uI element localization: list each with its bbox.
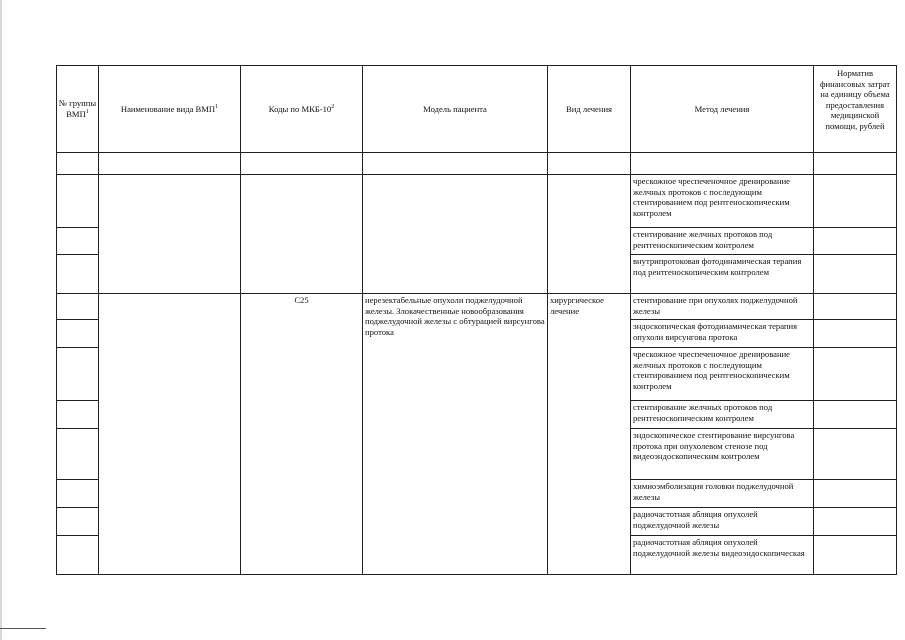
patient-model-cell — [363, 175, 548, 294]
cost-cell — [814, 508, 897, 536]
method-cell: эндоскопическое стентирование вирсунгова протока при опухолевом стенозе под видеоэндоскопическим контролем — [631, 429, 814, 480]
column-number-row — [57, 153, 897, 175]
scan-edge — [0, 0, 2, 640]
method-cell: внутрипротоковая фотодинамическая терапия под рентгеноскопическим контролем — [631, 255, 814, 294]
method-cell: стентирование при опухолях поджелудочной железы — [631, 294, 814, 320]
header-vmp-name: Наименование вида ВМП$^1$ — [99, 66, 241, 153]
vmp-name-cell — [99, 175, 241, 294]
cost-cell — [814, 348, 897, 401]
group-no-cell — [57, 401, 99, 429]
method-cell: радиочастотная абляция опухолей поджелудочной железы видеоэндоскопическая — [631, 536, 814, 575]
group-no-cell — [57, 228, 99, 255]
cost-cell — [814, 480, 897, 508]
cost-cell — [814, 175, 897, 228]
method-cell: чрескожное чреспеченочное дренирование желчных протоков с последующим стентированием под рентгеноскопическим контролем — [631, 175, 814, 228]
icd-code-cell: C25 — [241, 294, 363, 575]
treatment-type-cell: хирургическое лечение — [548, 294, 631, 575]
empty-cell — [814, 153, 897, 175]
vmp-name-cell — [99, 294, 241, 575]
cost-cell — [814, 320, 897, 348]
header-patient-model: Модель пациента — [363, 66, 548, 153]
empty-cell — [363, 153, 548, 175]
vmp-table — [56, 65, 897, 575]
empty-cell — [99, 153, 241, 175]
group-no-cell — [57, 429, 99, 480]
group-no-cell — [57, 536, 99, 575]
method-cell: радиочастотная абляция опухолей поджелудочной железы — [631, 508, 814, 536]
patient-model-cell: нерезектабельные опухоли поджелудочной железы. Злокачественные новообразования поджелудочной железы с обтурацией вирсунгова протока — [363, 294, 548, 575]
cost-cell — [814, 228, 897, 255]
icd-code-cell — [241, 175, 363, 294]
table-row — [57, 294, 897, 320]
cost-cell — [814, 401, 897, 429]
method-cell: эндоскопическая фотодинамическая терапия опухоли вирсунгова протока — [631, 320, 814, 348]
method-cell: химиоэмболизация головки поджелудочной железы — [631, 480, 814, 508]
group-no-cell — [57, 175, 99, 228]
treatment-type-cell — [548, 175, 631, 294]
method-cell: чрескожное чреспеченочное дренирование желчных протоков с последующим стентированием под рентгеноскопическим контролем — [631, 348, 814, 401]
empty-cell — [631, 153, 814, 175]
cost-cell — [814, 255, 897, 294]
cost-cell — [814, 294, 897, 320]
cost-cell — [814, 429, 897, 480]
header-group-no: № группы ВМП$^1$ — [57, 66, 99, 153]
group-no-cell — [57, 255, 99, 294]
group-no-cell — [57, 348, 99, 401]
group-no-cell — [57, 480, 99, 508]
header-cost-norm: Норматив финансовых затрат на единицу объема предоставления медицинской помощи, рублей — [814, 66, 897, 153]
group-no-cell — [57, 508, 99, 536]
method-cell: стентирование желчных протоков под рентгеноскопическим контролем — [631, 401, 814, 429]
empty-cell — [241, 153, 363, 175]
empty-cell — [548, 153, 631, 175]
header-treatment-type: Вид лечения — [548, 66, 631, 153]
header-row — [57, 66, 897, 153]
cost-cell — [814, 536, 897, 575]
group-no-cell — [57, 294, 99, 320]
group-no-cell — [57, 320, 99, 348]
method-cell: стентирование желчных протоков под рентгеноскопическим контролем — [631, 228, 814, 255]
table-row — [57, 175, 897, 228]
header-icd-codes: Коды по МКБ-$10^2$ — [241, 66, 363, 153]
footnote-divider — [0, 628, 46, 629]
empty-cell — [57, 153, 99, 175]
header-treatment-method: Метод лечения — [631, 66, 814, 153]
